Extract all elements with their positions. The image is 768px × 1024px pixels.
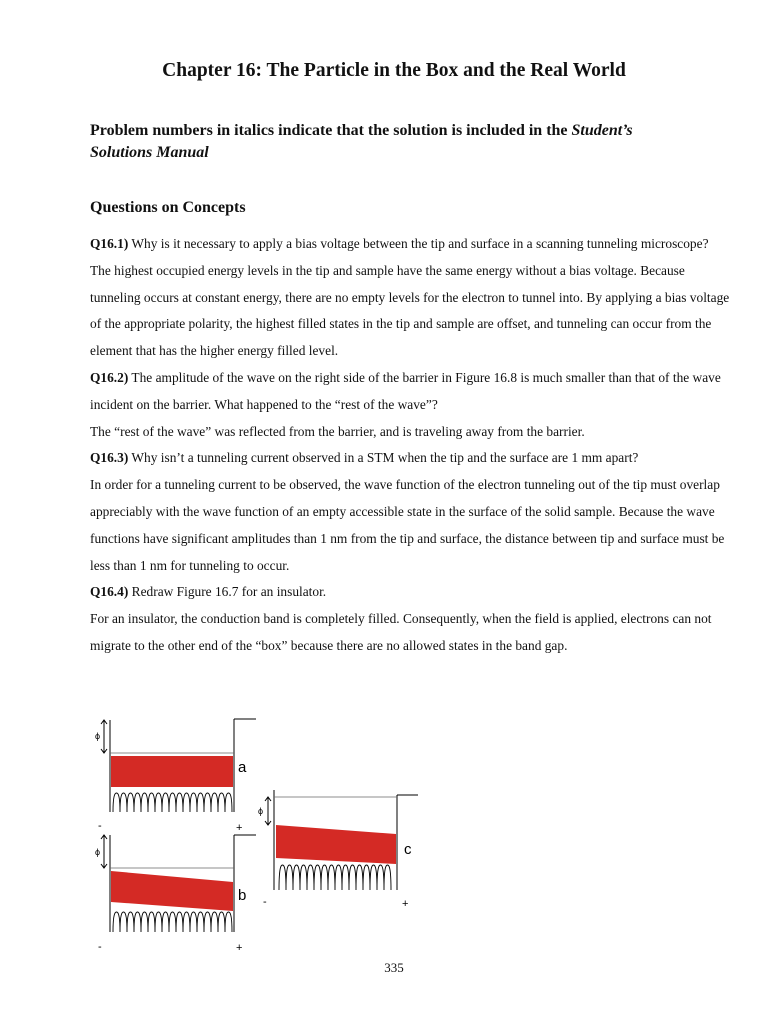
panel-a-diagram: [95, 719, 256, 834]
section-heading: Questions on Concepts: [90, 199, 246, 216]
plus-terminal: +: [236, 942, 243, 954]
atomic-well-pattern: [113, 912, 232, 932]
questions-body: [90, 231, 730, 660]
panel-label-a: a: [238, 759, 247, 776]
question-paragraph: [90, 365, 730, 419]
question-text: Why isn’t a tunneling current observed in a STM when the tip and the surface are 1 mm apart?: [128, 450, 639, 466]
phi-label: ϕ: [95, 731, 101, 741]
phi-arrow: [101, 720, 107, 753]
answer-paragraph: The highest occupied energy levels in the tip and sample have the same energy without a bias voltage. Because tunneling occurs at constant energy, there are no empty levels for the electron to tunnel into. By applying a bias voltage of the appropriate polarity, the highest filled states in the tip and sample are offset, and tunneling can occur from the element that has the higher energy filled level.: [90, 262, 730, 359]
question-paragraph: [90, 231, 730, 258]
question-number: Q16.1): [90, 236, 129, 251]
italics-notice: [90, 120, 650, 164]
panel-label-c: c: [404, 841, 412, 858]
atomic-well-pattern: [279, 865, 391, 890]
notice-text: Problem numbers in italics indicate that the solution is included in the: [90, 122, 572, 139]
plus-terminal: +: [402, 898, 409, 910]
phi-arrow: [101, 835, 107, 868]
page-number: 335: [384, 960, 404, 975]
filled-band: [111, 756, 233, 787]
phi-arrow: [265, 797, 271, 825]
minus-terminal: -: [98, 820, 102, 832]
plus-terminal: +: [236, 822, 243, 834]
question-paragraph: [90, 445, 730, 472]
tilted-filled-band: [276, 825, 396, 864]
phi-label: ϕ: [95, 847, 101, 857]
question-number: Q16.4): [90, 584, 129, 600]
chapter-title: Chapter 16: The Particle in the Box and the Real World: [162, 60, 626, 81]
question-number: Q16.3): [90, 450, 129, 466]
panel-b-diagram: [95, 835, 256, 954]
question-text: Why is it necessary to apply a bias voltage between the tip and surface in a scanning tunneling microscope?: [128, 236, 709, 251]
minus-terminal: -: [263, 896, 267, 908]
atomic-well-pattern: [113, 793, 232, 812]
question-text: Redraw Figure 16.7 for an insulator.: [128, 584, 327, 600]
answer-paragraph: In order for a tunneling current to be observed, the wave function of the electron tunneling out of the tip must overlap appreciably with the wave function of an empty accessible state in the surface of the solid sample. Because the wave functions have significant amplitudes than 1 nm from the tip and surface, the distance between tip and surface must be less than 1 nm for tunneling to occur.: [90, 477, 725, 573]
panel-c-diagram: [258, 790, 418, 910]
question-paragraph: [90, 579, 730, 606]
insulator-band-diagrams: [0, 710, 768, 960]
question-text: The amplitude of the wave on the right side of the barrier in Figure 16.8 is much smaller than that of the wave incident on the barrier. What happened to the “rest of the wave”?: [90, 369, 721, 412]
tilted-filled-band: [111, 871, 233, 911]
answer-paragraph: For an insulator, the conduction band is completely filled. Consequently, when the field is applied, electrons can not migrate to the other end of the “box” because there are no allowed states in the band gap.: [90, 611, 712, 653]
minus-terminal: -: [98, 941, 102, 953]
answer-paragraph: The “rest of the wave” was reflected from the barrier, and is traveling away from the barrier.: [90, 423, 585, 439]
solutions-manual-name: Student’s Solutions Manual: [90, 122, 633, 161]
phi-label: ϕ: [258, 806, 264, 816]
question-number: Q16.2): [90, 369, 129, 385]
panel-label-b: b: [238, 887, 247, 904]
